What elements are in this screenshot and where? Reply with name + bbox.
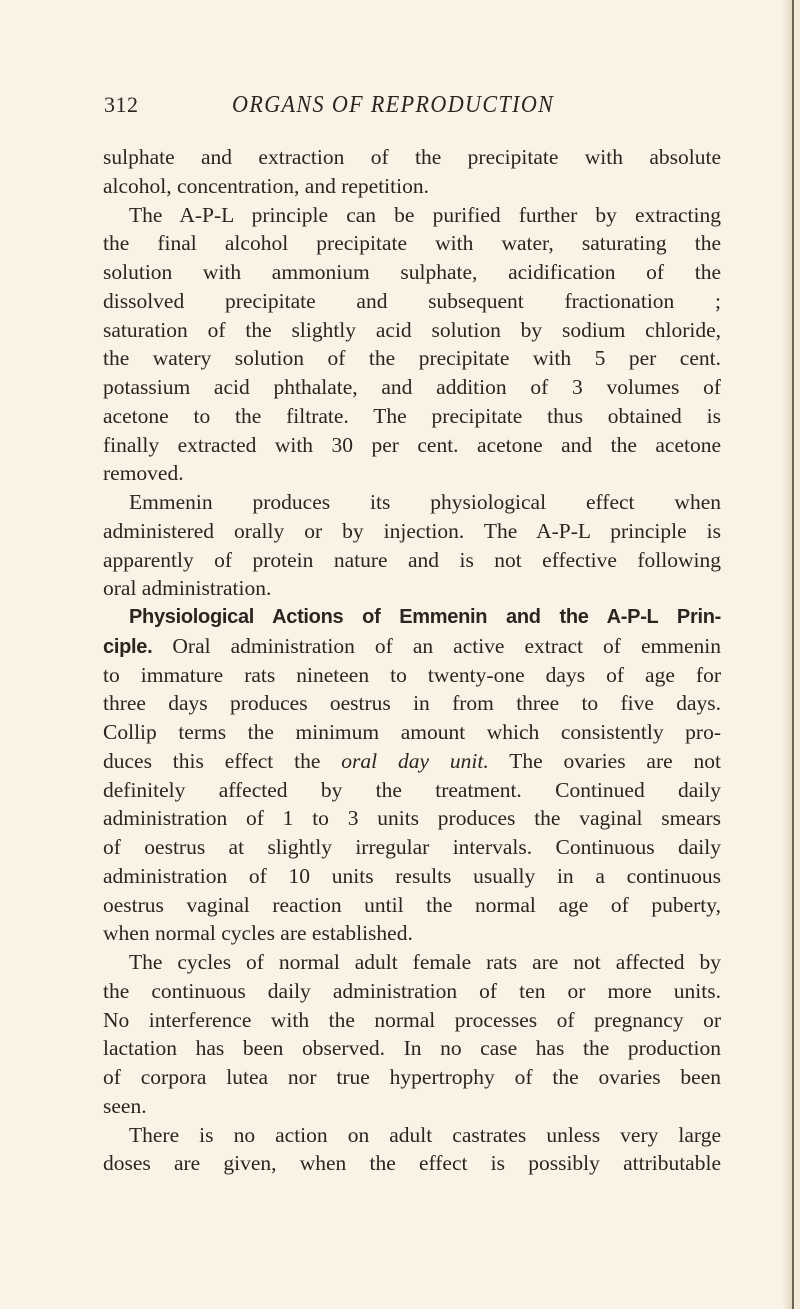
text-run: The ovaries are not <box>509 748 721 773</box>
text-line: The A-P-L principle can be purified further by extracting <box>129 202 721 227</box>
text-line: when normal cycles are established. <box>103 921 413 946</box>
text-line: saturation of the slightly acid solution by sodium chloride, <box>103 317 721 342</box>
text-line <box>103 747 721 776</box>
text-line: oestrus vaginal reaction until the normal age of puberty, <box>103 892 721 917</box>
page-edge-strip <box>794 0 800 1309</box>
text-run: Oral administration of an active extract of emmenin <box>172 633 721 658</box>
page-number: 312 <box>104 92 139 117</box>
text-line: Emmenin produces its physiological effect when <box>129 490 721 514</box>
text-line: alcohol, concentration, and repetition. <box>103 173 429 198</box>
text-line: removed. <box>103 461 184 486</box>
text-line: administration of 1 to 3 units produces the vaginal smears <box>103 806 721 831</box>
text-line: No interference with the normal processes of pregnancy or <box>103 1007 721 1032</box>
text-line: acetone to the filtrate. The precipitate thus obtained is <box>103 403 721 428</box>
text-line: sulphate and extraction of the precipitate with absolute <box>103 145 721 169</box>
text-line: solution with ammonium sulphate, acidification of the <box>103 260 721 284</box>
text-line: definitely affected by the treatment. Continued daily <box>103 777 721 802</box>
italic-term: oral day unit. <box>341 748 489 773</box>
text-line: seen. <box>103 1093 147 1118</box>
text-line: potassium acid phthalate, and addition of 3 volumes of <box>103 375 721 399</box>
text-line: to immature rats nineteen to twenty-one days of age for <box>103 662 721 687</box>
text-line: Collip terms the minimum amount which consistently pro- <box>103 720 721 744</box>
text-line: There is no action on adult castrates unless very large <box>129 1122 721 1147</box>
text-line: apparently of protein nature and is not effective following <box>103 547 721 572</box>
text-line: dissolved precipitate and subsequent fractionation ; <box>103 288 721 313</box>
text-line: three days produces oestrus in from three to five days. <box>103 691 721 716</box>
section-heading-end: ciple. <box>103 635 153 658</box>
text-line: of corpora lutea nor true hypertrophy of the ovaries been <box>103 1065 721 1089</box>
running-head <box>104 92 724 122</box>
text-line: finally extracted with 30 per cent. acetone and the acetone <box>103 432 721 457</box>
section-heading: Physiological Actions of Emmenin and the A-P-L Prin- <box>129 606 721 628</box>
text-line: oral administration. <box>103 576 272 601</box>
running-title: ORGANS OF REPRODUCTION <box>232 92 555 118</box>
text-line <box>103 632 721 661</box>
text-line: administered orally or by injection. The A-P-L principle is <box>103 518 721 543</box>
text-run: duces this effect the <box>103 748 321 773</box>
text-line: the watery solution of the precipitate with 5 per cent. <box>103 346 721 371</box>
text-line: The cycles of normal adult female rats are not affected by <box>129 950 721 974</box>
text-line: the final alcohol precipitate with water, saturating the <box>103 231 721 256</box>
text-line: the continuous daily administration of ten or more units. <box>103 978 721 1003</box>
body-text <box>103 143 721 1178</box>
text-line: administration of 10 units results usually in a continuous <box>103 863 721 888</box>
text-line: of oestrus at slightly irregular intervals. Continuous daily <box>103 835 721 859</box>
page-edge-shadow <box>782 0 792 1309</box>
text-line: doses are given, when the effect is possibly attributable <box>103 1151 721 1176</box>
text-line: lactation has been observed. In no case has the production <box>103 1036 721 1061</box>
